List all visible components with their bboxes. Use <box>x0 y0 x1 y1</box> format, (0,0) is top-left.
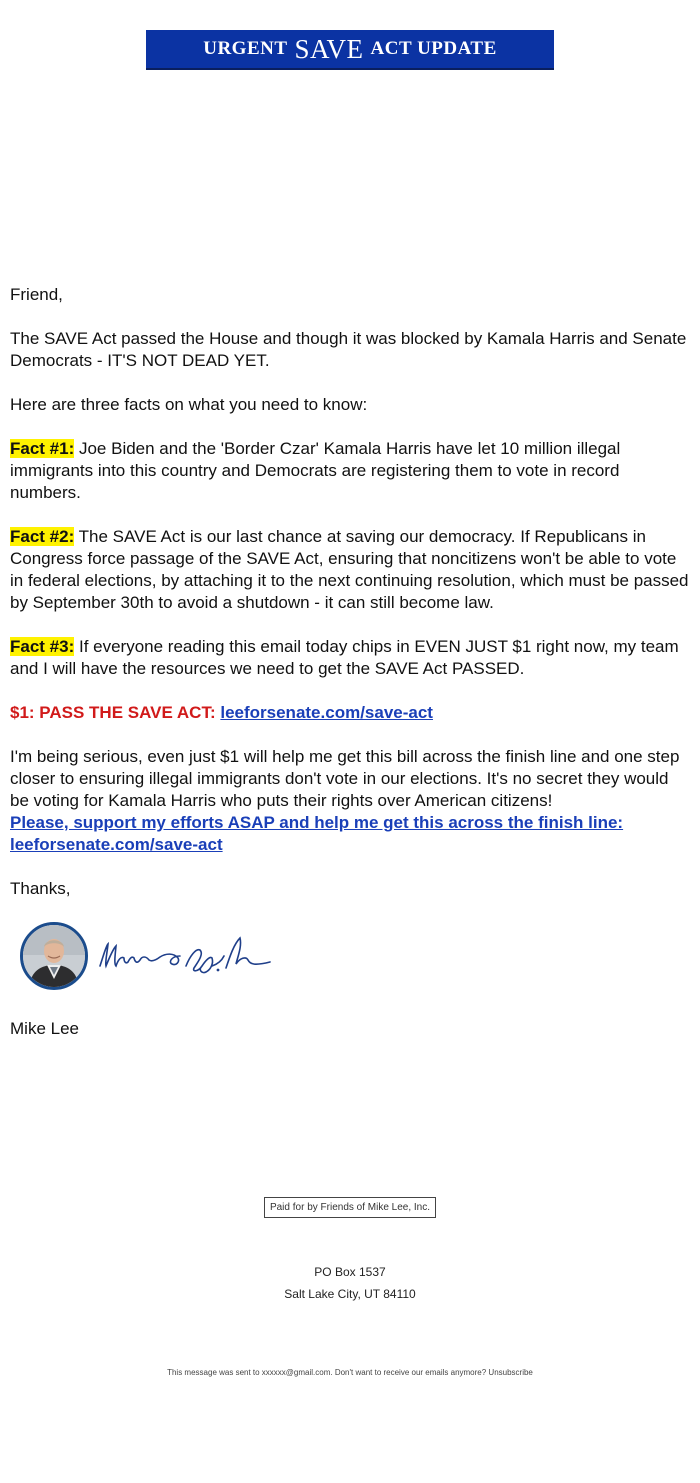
serious-text: I'm being serious, even just $1 will help me get this bill across the finish line and one step closer to ensuring illegal immigrants don't vote in our elections. It's no secret they would be voting for Kamala Harris who puts their rights over American citizens! <box>10 747 680 810</box>
intro-paragraph: The SAVE Act passed the House and though it was blocked by Kamala Harris and Senate Democrats - IT'S NOT DEAD YET. <box>10 329 687 370</box>
paid-for-disclaimer: Paid for by Friends of Mike Lee, Inc. <box>264 1197 436 1218</box>
banner-word-save: SAVE <box>294 33 364 64</box>
greeting: Friend, <box>10 285 63 304</box>
fact-3 <box>10 636 690 680</box>
fact-2-label: Fact #2: <box>10 527 75 546</box>
fact-2-text: The SAVE Act is our last chance at saving our democracy. If Republicans in Congress force passage of the SAVE Act, ensuring that noncitizens won't be able to vote in federal elections, by attaching it to the next continuing resolution, which must be passed by September 30th to avoid a shutdown - it can still become law. <box>10 527 689 612</box>
address-line-2: Salt Lake City, UT 84110 <box>284 1287 416 1301</box>
fact-1 <box>10 438 690 504</box>
banner-word-act-update: ACT UPDATE <box>370 38 497 59</box>
signer-name: Mike Lee <box>10 1019 79 1038</box>
portrait-image <box>23 925 85 987</box>
cta-line <box>10 702 690 724</box>
avatar <box>20 922 88 990</box>
signature-block <box>10 922 690 1002</box>
address-line-1: PO Box 1537 <box>314 1265 386 1279</box>
fact-1-label: Fact #1: <box>10 439 75 458</box>
cta-donate-link[interactable]: leeforsenate.com/save-act <box>220 703 433 722</box>
fact-3-text: If everyone reading this email today chips in EVEN JUST $1 right now, my team and I will have the resources we need to get the SAVE Act PASSED. <box>10 637 679 678</box>
cta-label: $1: PASS THE SAVE ACT: <box>10 703 216 722</box>
handwritten-signature <box>94 926 279 982</box>
serious-paragraph <box>10 746 690 856</box>
banner-word-urgent: URGENT <box>203 38 288 59</box>
fact-3-label: Fact #3: <box>10 637 75 656</box>
facts-intro: Here are three facts on what you need to know: <box>10 395 368 414</box>
support-donate-link[interactable]: Please, support my efforts ASAP and help me get this across the finish line: leeforsenate.com/save-act <box>10 813 624 854</box>
thanks-text: Thanks, <box>10 879 71 898</box>
email-body <box>10 284 690 1062</box>
fact-1-text: Joe Biden and the 'Border Czar' Kamala Harris have let 10 million illegal immigrants into this country and Democrats are registering them to vote in record numbers. <box>10 439 621 502</box>
urgent-update-banner <box>146 30 554 70</box>
unsubscribe-notice[interactable]: This message was sent to xxxxxx@gmail.com. Don't want to receive our emails anymore? Unsubscribe <box>167 1368 533 1377</box>
fact-2 <box>10 526 690 614</box>
